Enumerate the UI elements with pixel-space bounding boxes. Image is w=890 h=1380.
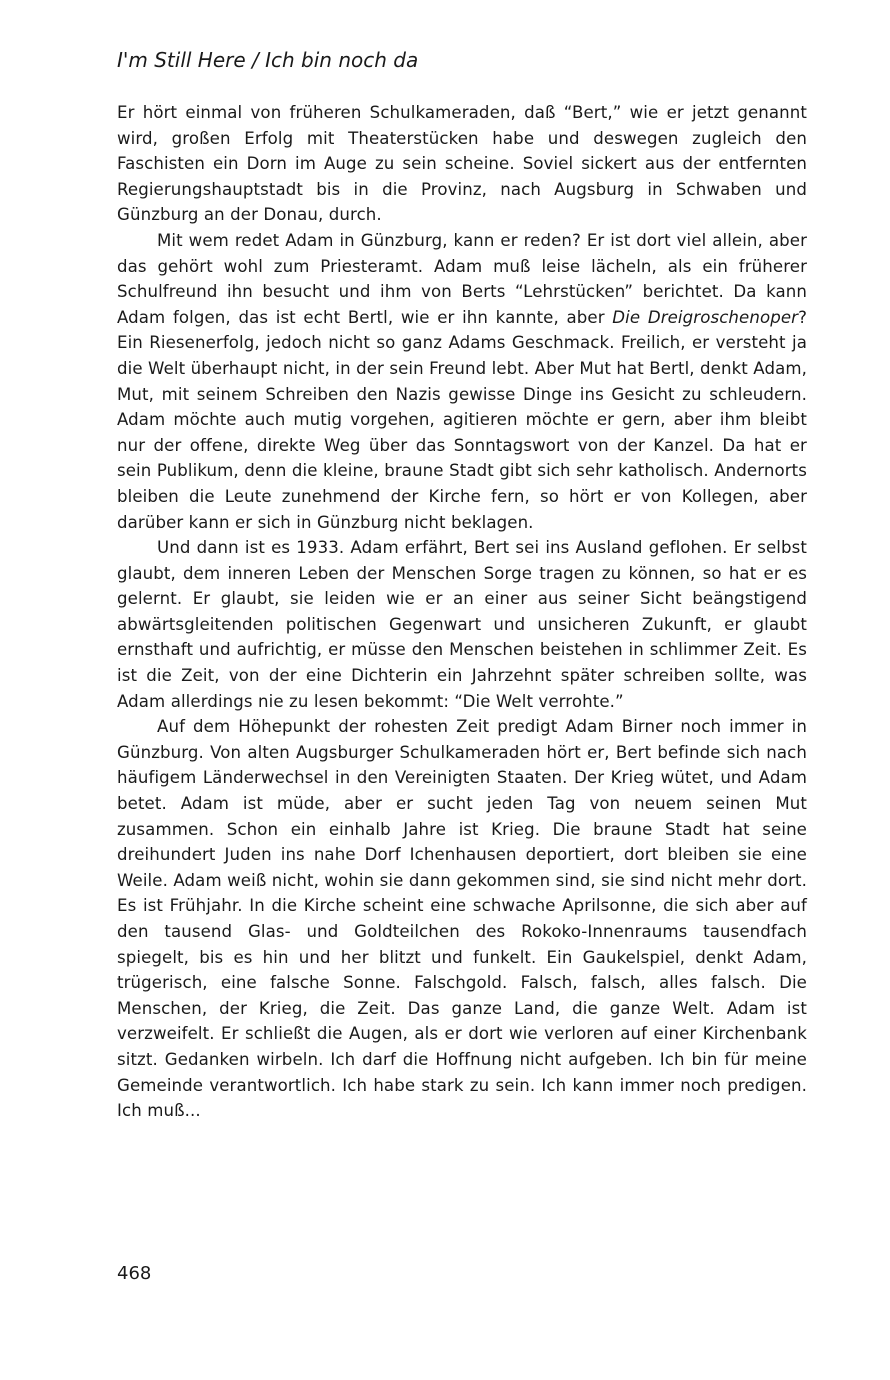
paragraph-2-part-2: ? Ein Riesenerfolg, jedoch nicht so ganz Adams Geschmack. Freilich, er versteht ja die Welt überhaupt nicht, in der sein Freund lebt. Aber Mut hat Bertl, denkt Adam, Mut, mit seinem Schreiben den Nazis gewisse Dinge ins Gesicht zu schleudern. Adam möchte auch mutig vorgehen, agitieren möchte er gern, aber ihm bleibt nur der offene, direkte Weg über das Sonntagswort von der Kanzel. Da hat er sein Publikum, denn die kleine, braune Stadt gibt sich sehr katholisch. Andernorts bleiben die Leute zunehmend der Kirche fern, so hört er von Kollegen, aber darüber kann er sich in Günzburg nicht beklagen. [117, 307, 807, 532]
running-head: I'm Still Here / Ich bin noch da [117, 48, 419, 72]
paragraph-2 [117, 228, 807, 535]
paragraph-1: Er hört einmal von früheren Schulkameraden, daß “Bert,” wie er jetzt genannt wird, großen Erfolg mit Theaterstücken habe und deswegen zugleich den Faschisten ein Dorn im Auge zu sein scheine. Soviel sickert aus der entfernten Regierungshauptstadt bis in die Provinz, nach Augsburg in Schwaben und Günzburg an der Donau, durch. [117, 103, 807, 225]
paragraph-4: Auf dem Höhepunkt der rohesten Zeit predigt Adam Birner noch immer in Günzburg. Von alten Augsburger Schulkameraden hört er, Bert befinde sich nach häufigem Länderwechsel in den Vereinigten Staaten. Der Krieg wütet, und Adam betet. Adam ist müde, aber er sucht jeden Tag von neuem seinen Mut zusammen. Schon ein einhalb Jahre ist Krieg. Die braune Stadt hat seine dreihundert Juden ins nahe Dorf Ichenhausen deportiert, dort bleiben sie eine Weile. Adam weiß nicht, wohin sie dann gekommen sind, sie sind nicht mehr dort. Es ist Frühjahr. In die Kirche scheint eine schwache Aprilsonne, die sich aber auf den tausend Glas- und Goldteilchen des Rokoko-Innenraums tausendfach spiegelt, bis es hin und her blitzt und funkelt. Ein Gaukelspiel, denkt Adam, trügerisch, eine falsche Sonne. Falschgold. Falsch, falsch, alles falsch. Die Menschen, der Krieg, die Zeit. Das ganze Land, die ganze Welt. Adam ist verzweifelt. Er schließt die Augen, als er dort wie verloren auf einer Kirchenbank sitzt. Gedanken wirbeln. Ich darf die Hoffnung nicht aufgeben. Ich bin für meine Gemeinde verantwortlich. Ich habe stark zu sein. Ich kann immer noch predigen. Ich muß... [117, 717, 807, 1121]
work-title: Die Dreigroschenoper [612, 307, 799, 327]
paragraph-2-part-1: Mit wem redet Adam in Günzburg, kann er reden? Er ist dort viel allein, aber das gehört wohl zum Priesteramt. Adam muß leise lächeln, als ein früherer Schulfreund ihn besucht und ihm von Berts “Lehrstücken” berichtet. Da kann Adam folgen, das ist echt Bertl, wie er ihn kannte, aber [117, 230, 807, 327]
body-text [117, 100, 807, 1124]
page-number: 468 [117, 1263, 152, 1284]
paragraph-3: Und dann ist es 1933. Adam erfährt, Bert sei ins Ausland geflohen. Er selbst glaubt, dem inneren Leben der Menschen Sorge tragen zu können, so hat er es gelernt. Er glaubt, sie leiden wie er an einer aus seiner Sicht beängstigend abwärtsgleitenden politischen Gegenwart und unsicheren Zukunft, er glaubt ernsthaft und aufrichtig, er müsse den Menschen beistehen in schlimmer Zeit. Es ist die Zeit, von der eine Dichterin ein Jahrzehnt später schreiben sollte, was Adam allerdings nie zu lesen bekommt: “Die Welt verrohte.” [117, 538, 807, 711]
